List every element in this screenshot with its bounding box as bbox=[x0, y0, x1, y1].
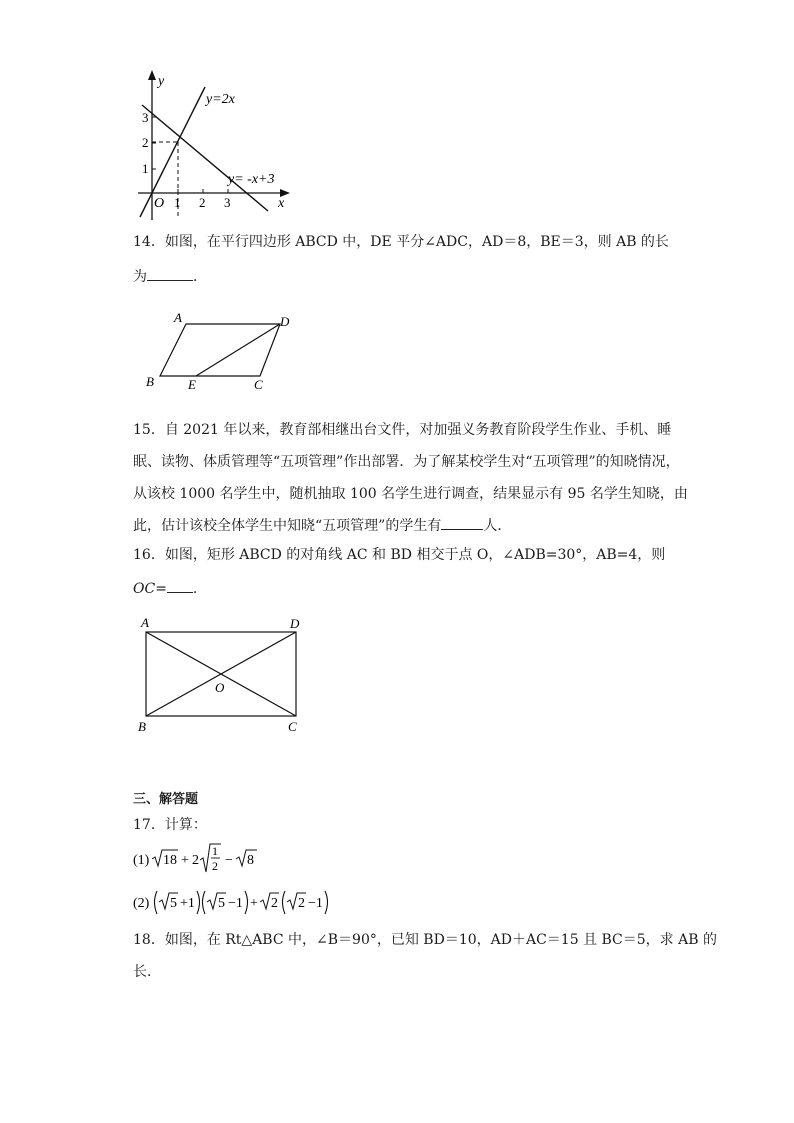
svg-text:2: 2 bbox=[192, 853, 199, 868]
svg-text:8: 8 bbox=[247, 853, 254, 868]
rectangle-label-a: A bbox=[141, 615, 149, 630]
q16-line2 bbox=[133, 578, 197, 599]
rectangle-label-b: B bbox=[138, 719, 146, 734]
svg-text:+: + bbox=[250, 896, 258, 911]
tick-y-2: 2 bbox=[142, 135, 149, 150]
q16-prefix: OC= bbox=[133, 581, 167, 597]
coordinate-graph bbox=[130, 65, 310, 225]
svg-text:+: + bbox=[181, 853, 189, 868]
rectangle-label-o: O bbox=[215, 680, 225, 695]
y-axis-label: y bbox=[158, 74, 165, 89]
origin-label: O bbox=[154, 196, 165, 211]
q17-part1-label: (1) bbox=[133, 853, 150, 868]
svg-text:+1: +1 bbox=[180, 896, 195, 911]
q15-line4 bbox=[133, 515, 511, 536]
svg-text:2: 2 bbox=[271, 896, 278, 911]
q15-suffix: 人． bbox=[483, 518, 512, 534]
q16-suffix: . bbox=[192, 581, 198, 597]
svg-text:2: 2 bbox=[212, 859, 218, 873]
q16-answer-blank[interactable] bbox=[167, 578, 193, 593]
q14-prefix: 为 bbox=[133, 269, 147, 285]
q17-part2-label: (2) bbox=[133, 896, 150, 911]
svg-text:1: 1 bbox=[212, 844, 218, 858]
svg-text:−: − bbox=[225, 853, 233, 868]
q15-line1: 15．自 2021 年以来，教育部相继出台文件，对加强义务教育阶段学生作业、手机、睡 bbox=[133, 422, 672, 438]
parallelogram-label-e: E bbox=[188, 377, 196, 392]
q15-line3: 从该校 1000 名学生中，随机抽取 100 名学生进行调查，结果显示有 95 名学生知晓，由 bbox=[133, 486, 688, 502]
tick-x-3: 3 bbox=[224, 195, 231, 210]
q17-part2-expression bbox=[133, 887, 333, 919]
q15-line2: 眠、读物、体质管理等“五项管理”作出部署．为了解某校学生对“五项管理”的知晓情况， bbox=[133, 454, 680, 470]
svg-text:−1: −1 bbox=[228, 896, 243, 911]
svg-text:2: 2 bbox=[298, 896, 305, 911]
q18-line1: 18．如图，在 Rt△ABC 中，∠B＝90°，已知 BD＝10，AD＋AC＝15 且 BC＝5，求 AB 的 bbox=[133, 932, 717, 948]
parallelogram-label-d: D bbox=[280, 314, 290, 329]
tick-y-1: 1 bbox=[142, 161, 149, 176]
rectangle-label-d: D bbox=[290, 616, 300, 631]
q14-line1: 14．如图，在平行四边形 ABCD 中，DE 平分∠ADC，AD＝8，BE＝3，则 AB 的长 bbox=[133, 234, 669, 250]
tick-y-3: 3 bbox=[142, 110, 149, 125]
svg-text:18: 18 bbox=[163, 853, 177, 868]
tick-x-1: 1 bbox=[174, 195, 181, 210]
q17-part1 bbox=[133, 842, 263, 880]
line-label-2x: y=2x bbox=[206, 92, 235, 107]
tick-x-2: 2 bbox=[199, 195, 206, 210]
q14-answer-blank[interactable] bbox=[147, 266, 193, 281]
svg-text:5: 5 bbox=[170, 896, 177, 911]
q17-intro: 17．计算： bbox=[133, 817, 207, 833]
rectangle-label-c: C bbox=[288, 719, 297, 734]
x-axis-label: x bbox=[278, 196, 285, 211]
parallelogram-figure bbox=[140, 308, 310, 393]
q17-part2 bbox=[133, 887, 333, 923]
q14-line2 bbox=[133, 266, 207, 287]
svg-text:5: 5 bbox=[218, 896, 225, 911]
q14-suffix: ． bbox=[193, 269, 207, 285]
parallelogram-label-a: A bbox=[174, 310, 182, 325]
svg-text:−1: −1 bbox=[308, 896, 323, 911]
q15-prefix: 此，估计该校全体学生中知晓“五项管理”的学生有 bbox=[133, 518, 442, 534]
q18-line2: 长． bbox=[133, 964, 161, 980]
q17-part1-expression bbox=[133, 842, 263, 876]
rectangle-figure bbox=[134, 612, 314, 738]
line-label-neg-x-3: y= -x+3 bbox=[228, 172, 275, 187]
section-title: 三、解答题 bbox=[133, 792, 199, 807]
q16-line1: 16．如图，矩形 ABCD 的对角线 AC 和 BD 相交于点 O，∠ADB=30°，AB=4，则 bbox=[133, 547, 666, 563]
parallelogram-label-c: C bbox=[254, 377, 263, 392]
parallelogram-label-b: B bbox=[146, 374, 154, 389]
q15-answer-blank[interactable] bbox=[441, 515, 483, 530]
